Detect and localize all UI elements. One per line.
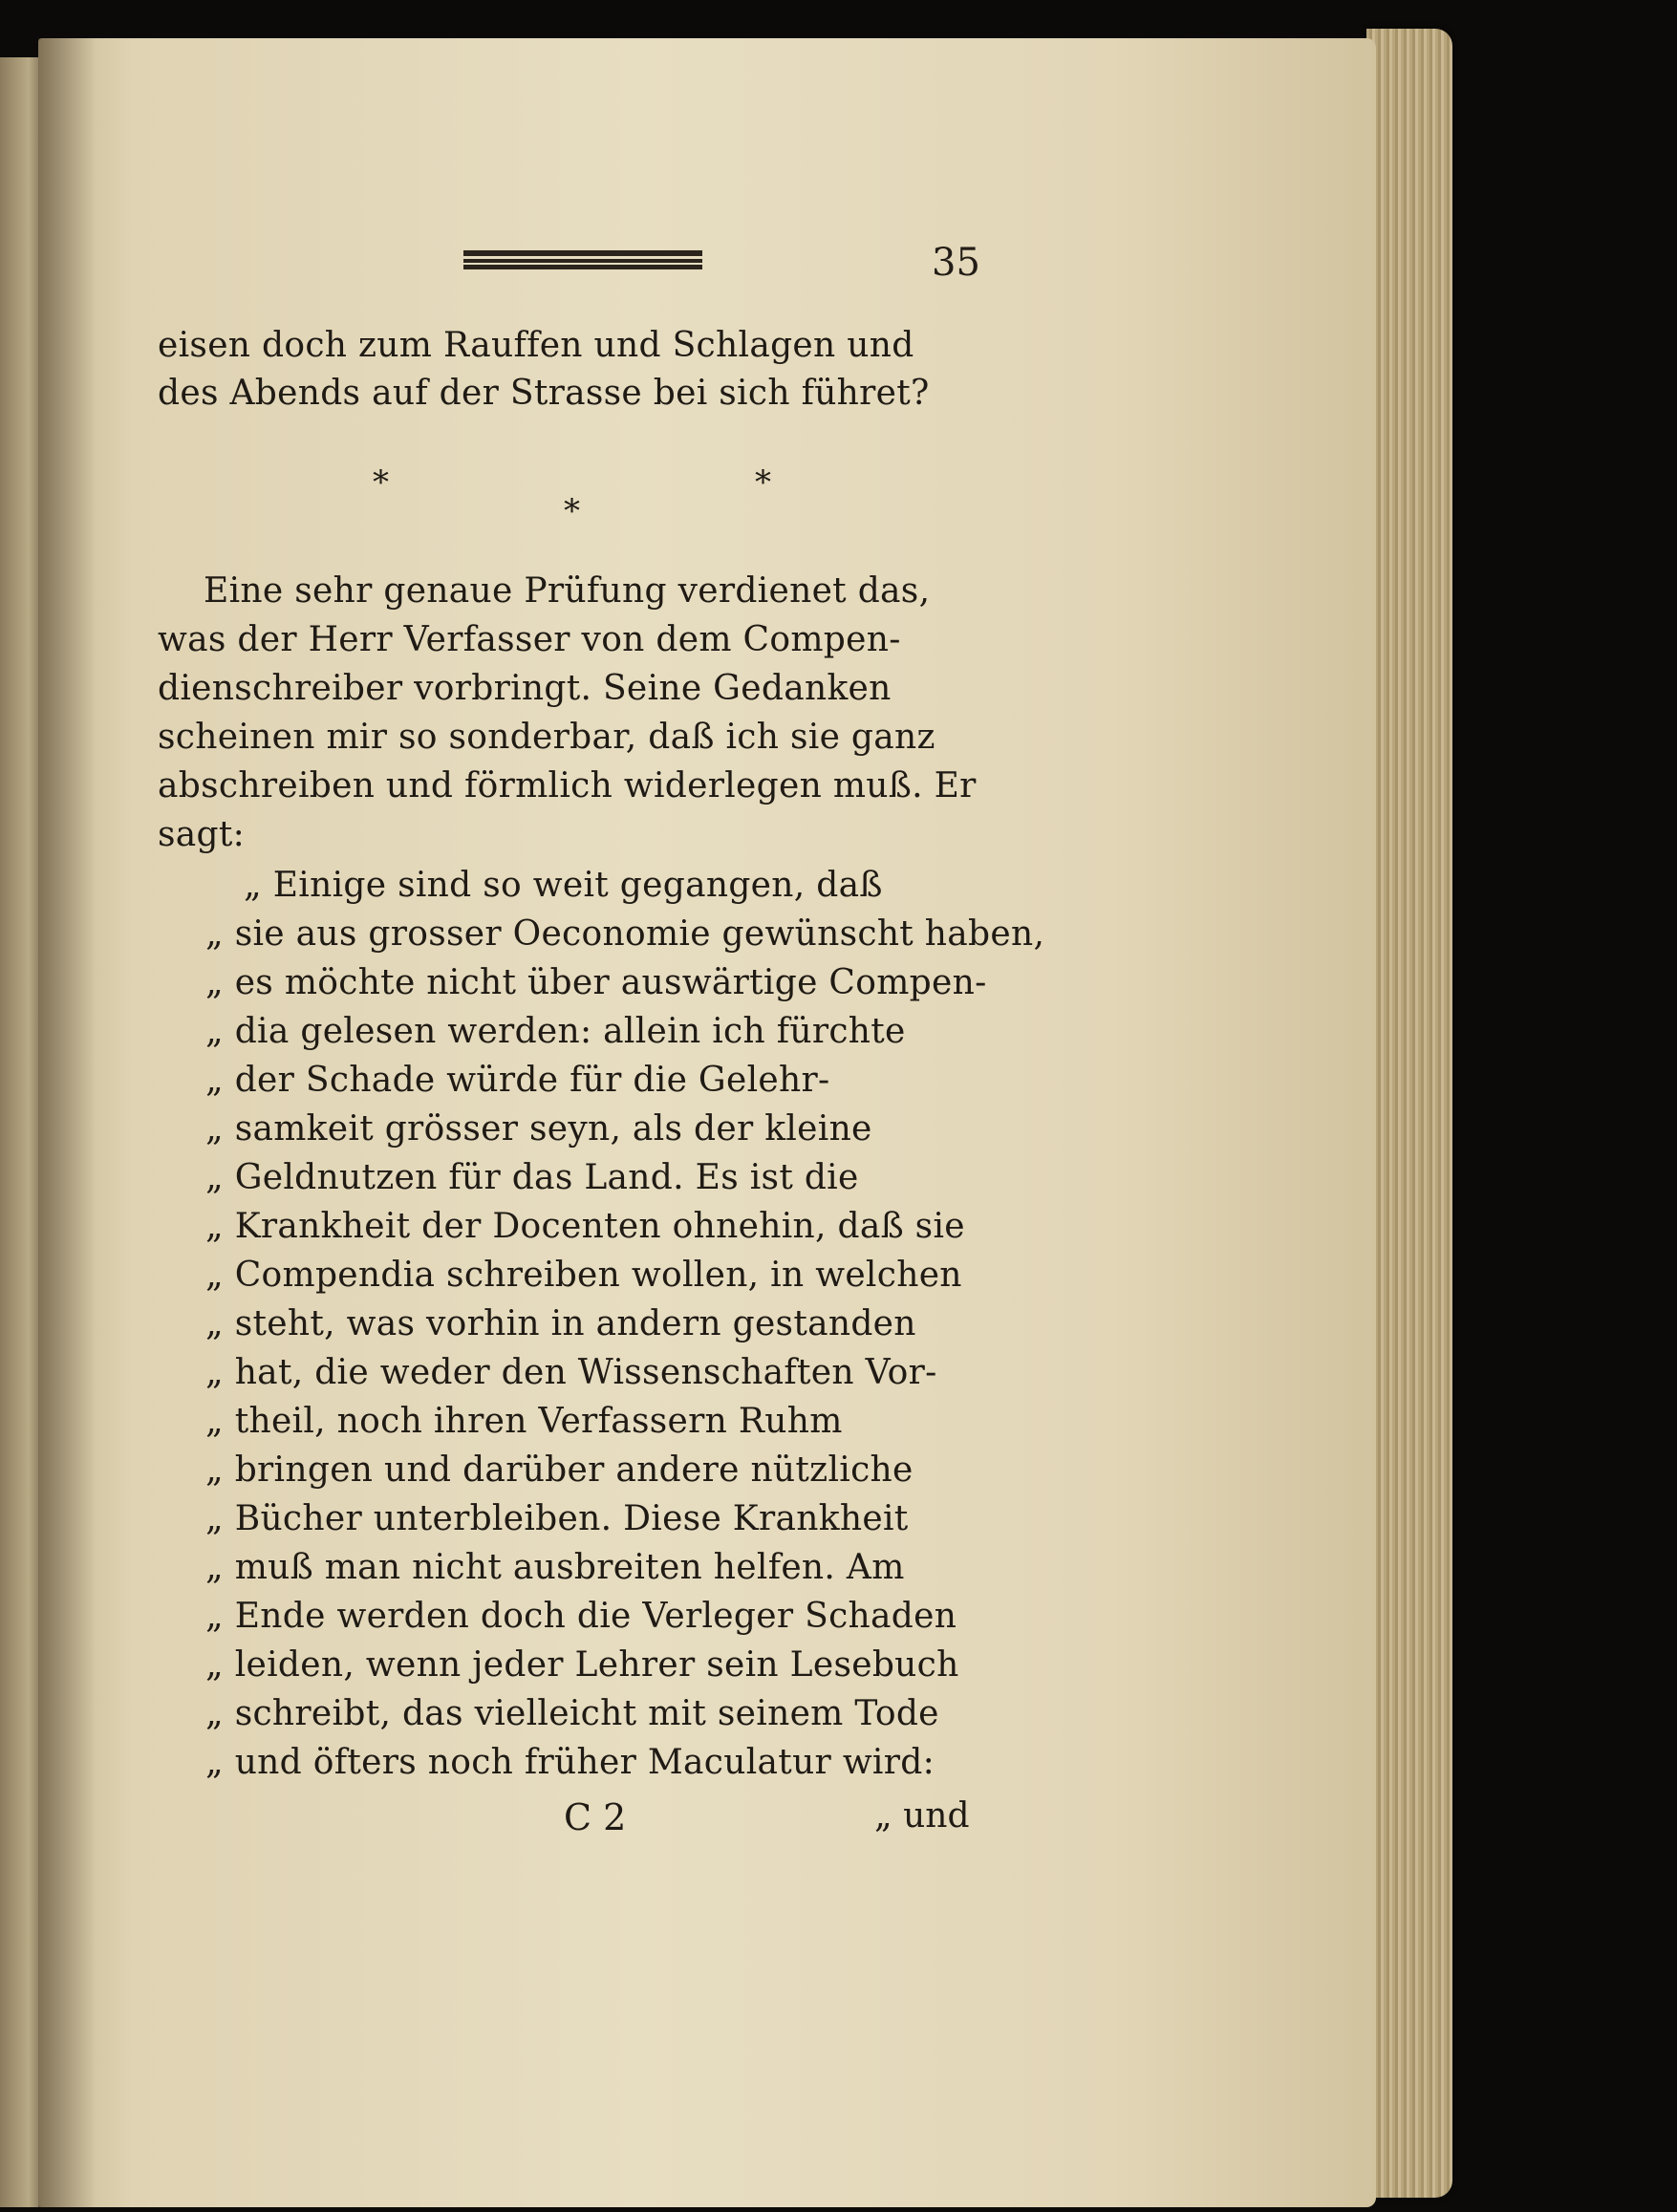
page-number: 35 xyxy=(932,241,980,285)
quote-line: „ Bücher unterbleiben. Diese Krankheit xyxy=(205,1499,909,1538)
quote-line: „ Krankheit der Docenten ohnehin, daß sie xyxy=(205,1207,965,1246)
quote-line: „ der Schade würde für die Gelehr- xyxy=(205,1061,830,1100)
quote-line: „ dia gelesen werden: allein ich fürchte xyxy=(205,1012,906,1051)
text-line: scheinen mir so sonderbar, daß ich sie ganz xyxy=(158,718,935,757)
quote-line: „ Geldnutzen für das Land. Es ist die xyxy=(205,1158,859,1197)
quote-line: „ bringen und darüber andere nützliche xyxy=(205,1450,914,1490)
catchword: „ und xyxy=(874,1796,970,1836)
quote-line: „ samkeit grösser seyn, als der kleine xyxy=(205,1109,872,1149)
text-line: des Abends auf der Strasse bei sich führet? xyxy=(158,374,930,413)
header-rule xyxy=(463,250,702,269)
signature-mark: C 2 xyxy=(564,1796,627,1838)
text-line: sagt: xyxy=(158,815,246,854)
quote-line: „ es möchte nicht über auswärtige Compen- xyxy=(205,963,987,1002)
gutter-shadow xyxy=(38,38,96,2207)
quote-line: „ Ende werden doch die Verleger Schaden xyxy=(205,1597,957,1636)
page-edges xyxy=(1366,29,1452,2198)
star-mark: * xyxy=(373,463,389,502)
text-line: abschreiben und förmlich widerlegen muß. Er xyxy=(158,766,977,805)
text-line: dienschreiber vorbringt. Seine Gedanken xyxy=(158,669,892,708)
star-mark: * xyxy=(755,463,771,502)
quote-line: „ sie aus grosser Oeconomie gewünscht haben, xyxy=(205,914,1045,954)
quote-line: „ und öfters noch früher Maculatur wird: xyxy=(205,1743,935,1782)
quote-line: „ muß man nicht ausbreiten helfen. Am xyxy=(205,1548,905,1587)
quote-line: „ theil, noch ihren Verfassern Ruhm xyxy=(205,1402,843,1441)
star-mark: * xyxy=(564,492,580,530)
quote-line: „ schreibt, das vielleicht mit seinem Tode xyxy=(205,1694,939,1733)
text-line: was der Herr Verfasser von dem Compen- xyxy=(158,620,901,659)
quote-line: „ Compendia schreiben wollen, in welchen xyxy=(205,1256,962,1295)
quote-line: „ Einige sind so weit gegangen, daß xyxy=(244,866,883,905)
text-line: Eine sehr genaue Prüfung verdienet das, xyxy=(204,571,931,611)
quote-line: „ leiden, wenn jeder Lehrer sein Lesebuch xyxy=(205,1645,959,1685)
text-line: eisen doch zum Rauffen und Schlagen und xyxy=(158,326,914,365)
quote-line: „ hat, die weder den Wissenschaften Vor- xyxy=(205,1353,937,1392)
quote-line: „ steht, was vorhin in andern gestanden xyxy=(205,1304,916,1343)
